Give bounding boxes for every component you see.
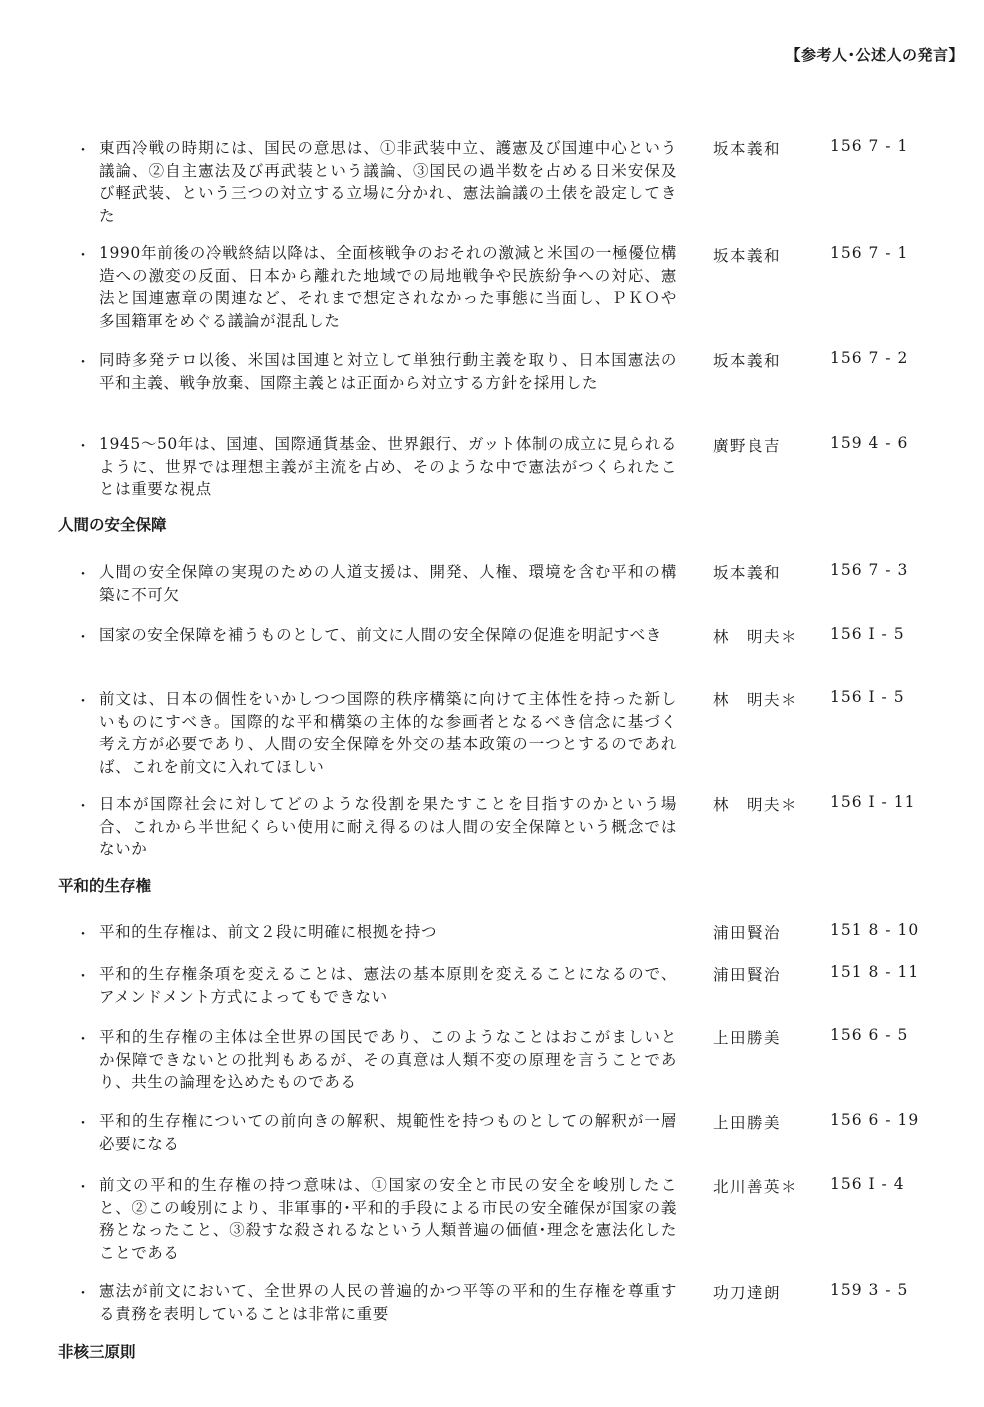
- statement-text: 前文の平和的生存権の持つ意味は、①国家の安全と市民の安全を峻別したこと、②この峻別により、非軍事的･平和的手段による市民の安全確保が国家の義務となったこと、③殺すな殺されるなという人類普遍の価値･理念を憲法化したことである: [99, 1176, 677, 1262]
- session-reference: 156 Ⅰ - 5: [830, 688, 905, 706]
- statement-text: 1990年前後の冷戦終結以降は、全面核戦争のおそれの激減と米国の一極優位構造への激変の反面、日本から離れた地域での局地戦争や民族紛争への対応、憲法と国連憲章の関連など、それまで想定されなかった事態に当面し、ＰＫＯや多国籍軍をめぐる議論が混乱した: [99, 244, 677, 330]
- bullet-marker: ・: [76, 694, 90, 710]
- bullet-marker: ・: [76, 630, 90, 646]
- bullet-marker: ・: [76, 1032, 90, 1048]
- session-reference: 156 7 - 3: [830, 561, 909, 579]
- speaker-name: 功刀達朗: [713, 1284, 782, 1302]
- heading-peaceful-existence: 平和的生存権: [58, 877, 152, 895]
- speaker-name: 林 明夫＊: [713, 628, 799, 646]
- statement-text: 人間の安全保障の実現のための人道支援は、開発、人権、環境を含む平和の構築に不可欠: [99, 563, 677, 604]
- bullet-marker: ・: [76, 439, 90, 455]
- session-reference: 159 3 - 5: [830, 1281, 909, 1299]
- statement-text: 平和的生存権の主体は全世界の国民であり、このようなことはおこがましいとか保障できないとの批判もあるが、その真意は人類不変の原理を言うことであり、共生の論理を込めたものである: [99, 1028, 677, 1091]
- statement-text: 国家の安全保障を補うものとして、前文に人間の安全保障の促進を明記すべき: [99, 626, 662, 644]
- bullet-marker: ・: [76, 355, 90, 371]
- section-tag: 【参考人･公述人の発言】: [785, 46, 964, 64]
- statement-text: 同時多発テロ以後、米国は国連と対立して単独行動主義を取り、日本国憲法の平和主義、戦争放棄、国際主義とは正面から対立する方針を採用した: [99, 351, 677, 392]
- bullet-marker: ・: [76, 1286, 90, 1302]
- bullet-marker: ・: [76, 969, 90, 985]
- speaker-name: 坂本義和: [713, 247, 782, 265]
- speaker-name: 坂本義和: [713, 352, 782, 370]
- bullet-marker: ・: [76, 143, 90, 159]
- session-reference: 156 7 - 1: [830, 137, 909, 155]
- heading-human-security: 人間の安全保障: [58, 516, 167, 534]
- speaker-name: 浦田賢治: [713, 966, 782, 984]
- speaker-name: 坂本義和: [713, 564, 782, 582]
- statement-text: 平和的生存権条項を変えることは、憲法の基本原則を変えることになるので、アメンドメント方式によってもできない: [99, 965, 677, 1006]
- bullet-marker: ・: [76, 799, 90, 815]
- session-reference: 156 Ⅰ - 4: [830, 1175, 905, 1193]
- statement-text: 憲法が前文において、全世界の人民の普遍的かつ平等の平和的生存権を尊重する責務を表明していることは非常に重要: [99, 1282, 677, 1323]
- statement-text: 前文は、日本の個性をいかしつつ国際的秩序構築に向けて主体性を持った新しいものにすべき。国際的な平和構築の主体的な参画者となるべき信念に基づく考え方が必要であり、人間の安全保障を外交の基本政策の一つとするのであれば、これを前文に入れてほしい: [99, 690, 677, 776]
- session-reference: 156 Ⅰ - 11: [830, 793, 916, 811]
- bullet-marker: ・: [76, 1180, 90, 1196]
- bullet-marker: ・: [76, 927, 90, 943]
- statement-text: 1945〜50年は、国連、国際通貨基金、世界銀行、ガット体制の成立に見られるように、世界では理想主義が主流を占め、そのような中で憲法がつくられたことは重要な視点: [99, 435, 677, 498]
- speaker-name: 廣野良吉: [713, 437, 782, 455]
- session-reference: 156 7 - 1: [830, 244, 909, 262]
- session-reference: 156 7 - 2: [830, 349, 909, 367]
- session-reference: 156 Ⅰ - 5: [830, 625, 905, 643]
- statement-text: 東西冷戦の時期には、国民の意思は、①非武装中立、護憲及び国連中心という議論、②自主憲法及び再武装という議論、③国民の過半数を占める日米安保及び軽武装、という三つの対立する立場に分かれ、憲法論議の土俵を設定してきた: [99, 139, 677, 225]
- speaker-name: 上田勝美: [713, 1029, 782, 1047]
- speaker-name: 林 明夫＊: [713, 691, 799, 709]
- session-reference: 151 8 - 11: [830, 963, 920, 981]
- session-reference: 159 4 - 6: [830, 434, 909, 452]
- speaker-name: 上田勝美: [713, 1114, 782, 1132]
- speaker-name: 坂本義和: [713, 140, 782, 158]
- statement-text: 日本が国際社会に対してどのような役割を果たすことを目指すのかという場合、これから半世紀くらい使用に耐え得るのは人間の安全保障という概念ではないか: [99, 795, 677, 858]
- session-reference: 156 6 - 19: [830, 1111, 920, 1129]
- statement-text: 平和的生存権は、前文２段に明確に根拠を持つ: [99, 923, 438, 941]
- bullet-marker: ・: [76, 567, 90, 583]
- heading-non-nuclear: 非核三原則: [58, 1343, 136, 1361]
- speaker-name: 林 明夫＊: [713, 796, 799, 814]
- bullet-marker: ・: [76, 248, 90, 264]
- speaker-name: 浦田賢治: [713, 924, 782, 942]
- statement-text: 平和的生存権についての前向きの解釈、規範性を持つものとしての解釈が一層必要になる: [99, 1112, 677, 1153]
- session-reference: 156 6 - 5: [830, 1026, 909, 1044]
- bullet-marker: ・: [76, 1116, 90, 1132]
- speaker-name: 北川善英＊: [713, 1178, 799, 1196]
- session-reference: 151 8 - 10: [830, 921, 920, 939]
